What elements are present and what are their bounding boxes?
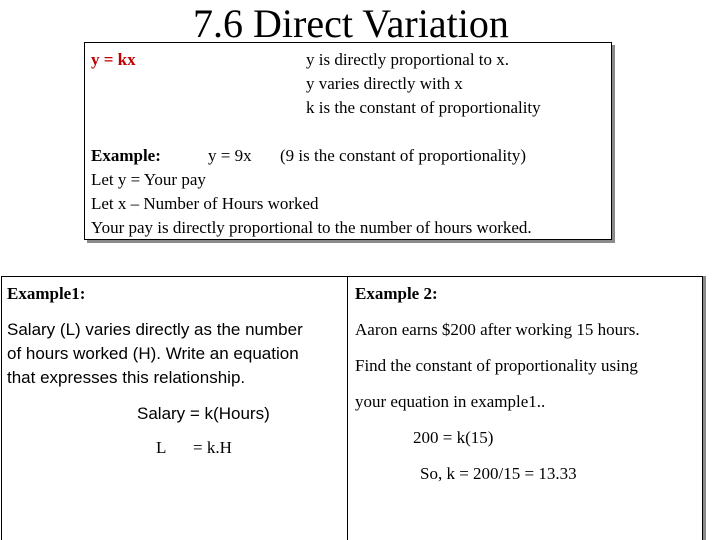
- example1-problem-line: that expresses this relationship.: [7, 368, 246, 387]
- example2-line: Find the constant of proportionality using: [355, 356, 638, 375]
- definition-line: y is directly proportional to x.: [306, 50, 510, 69]
- example1-equation-symbol-left: L: [156, 438, 167, 457]
- definition-line: k is the constant of proportionality: [306, 98, 541, 117]
- example1-problem-line: of hours worked (H). Write an equation: [7, 344, 299, 363]
- intro-example-note: (9 is the constant of proportionality): [280, 146, 526, 165]
- example1-heading: Example1:: [7, 284, 86, 303]
- intro-example-equation: y = 9x: [208, 146, 252, 165]
- intro-example-line: Your pay is directly proportional to the number of hours worked.: [91, 218, 532, 237]
- example2-line: Aaron earns $200 after working 15 hours.: [355, 320, 640, 339]
- example1-equation-words: Salary = k(Hours): [137, 404, 270, 423]
- examples-table: [1, 276, 703, 540]
- examples-divider: [347, 276, 348, 540]
- intro-example-label: Example:: [91, 146, 161, 165]
- direct-variation-formula: y = kx: [91, 50, 136, 69]
- intro-example-line: Let y = Your pay: [91, 170, 206, 189]
- example1-equation-symbol-right: = k.H: [193, 438, 232, 457]
- definition-line: y varies directly with x: [306, 74, 463, 93]
- example1-problem-line: Salary (L) varies directly as the number: [7, 320, 303, 339]
- slide-title: 7.6 Direct Variation: [193, 1, 509, 46]
- example2-line: your equation in example1..: [355, 392, 546, 411]
- example2-step2: So, k = 200/15 = 13.33: [420, 464, 577, 483]
- example2-heading: Example 2:: [355, 284, 438, 303]
- example2-step1: 200 = k(15): [413, 428, 494, 447]
- intro-example-line: Let x – Number of Hours worked: [91, 194, 319, 213]
